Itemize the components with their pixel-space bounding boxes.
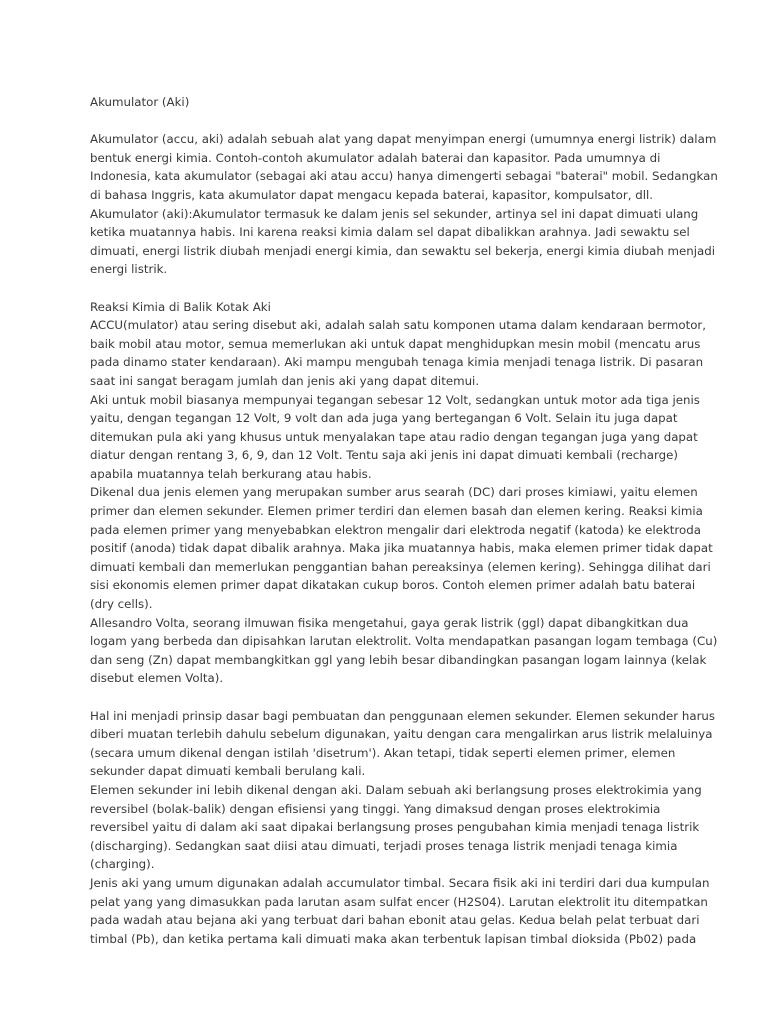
text-line: primer dan elemen sekunder. Elemen primer terdiri dan elemen basah dan elemen kering. Reaksi kimia — [90, 504, 703, 519]
text-line: reversibel (bolak-balik) dengan efisiensi yang tinggi. Yang dimaksud dengan proses elektrokimia — [90, 801, 661, 816]
text-line: pada wadah atau bejana aki yang terbuat dari bahan ebonit atau gelas. Kedua belah pelat terbuat dari — [90, 913, 700, 928]
text-line: energi listrik. — [90, 262, 168, 277]
text-line: bentuk energi kimia. Contoh-contoh akumulator adalah baterai dan kapasitor. Pada umumnya di — [90, 150, 661, 165]
text-line: positif (anoda) tidak dapat dibalik arahnya. Maka jika muatannya habis, maka elemen primer tidak dapat — [90, 541, 713, 556]
text-line: logam yang berbeda dan dipisahkan larutan elektrolit. Volta mendapatkan pasangan logam tembaga (Cu) — [90, 634, 718, 649]
text-line: diatur dengan rentang 3, 6, 9, dan 12 Volt. Tentu saja aki jenis ini dapat dimuati kembali (recharge) — [90, 448, 678, 463]
text-line: Aki untuk mobil biasanya mempunyai tegangan sebesar 12 Volt, sedangkan untuk motor ada tiga jenis — [90, 392, 700, 407]
text-line: ACCU(mulator) atau sering disebut aki, adalah salah satu komponen utama dalam kendaraan bermotor, — [90, 318, 707, 333]
section-heading: Reaksi Kimia di Balik Kotak Aki — [90, 299, 271, 314]
text-line: pelat yang yang dimasukkan pada larutan asam sulfat encer (H2S04). Larutan elektrolit itu ditempatkan — [90, 894, 708, 909]
blank-line — [90, 688, 710, 707]
text-line: Indonesia, kata akumulator (sebagai aki atau accu) hanya dimengerti sebagai "baterai" mobil. Sedangkan — [90, 169, 718, 184]
text-line: dimuati kembali dan memerlukan penggantian bahan pereaksinya (elemen kering). Sehingga dilihat dari — [90, 559, 711, 574]
text-line: (secara umum dikenal dengan istilah 'disetrum'). Akan tetapi, tidak seperti elemen primer, elemen — [90, 745, 676, 760]
text-line: disebut elemen Volta). — [90, 671, 224, 686]
paragraph-reaksi-kimia — [90, 298, 718, 688]
document-title: Akumulator (Aki) — [90, 95, 190, 109]
text-line: diberi muatan terlebih dahulu sebelum digunakan, yaitu dengan cara mengalirkan arus listrik melaluinya — [90, 727, 713, 742]
text-line: reversibel yaitu di dalam aki saat dipakai berlangsung proses pengubahan kimia menjadi tenaga listrik — [90, 820, 700, 835]
text-line: apabila muatannya telah berkurang atau habis. — [90, 466, 372, 481]
text-line: timbal (Pb), dan ketika pertama kali dimuati maka akan terbentuk lapisan timbal dioksida (Pb02) pada — [90, 931, 697, 946]
text-line: Hal ini menjadi prinsip dasar bagi pembuatan dan penggunaan elemen sekunder. Elemen sekunder harus — [90, 708, 716, 723]
text-line: Jenis aki yang umum digunakan adalah accumulator timbal. Secara fisik aki ini terdiri dari dua kumpulan — [90, 875, 710, 890]
text-line: sisi ekonomis elemen primer dapat dikatakan cukup boros. Contoh elemen primer adalah batu baterai — [90, 578, 696, 593]
text-line: Akumulator (accu, aki) adalah sebuah alat yang dapat menyimpan energi (umumnya energi listrik) dalam — [90, 132, 717, 147]
text-line: Allesandro Volta, seorang ilmuwan fisika mengetahui, gaya gerak listrik (ggl) dapat dibangkitkan dua — [90, 615, 689, 630]
paragraph-elemen-sekunder — [90, 707, 716, 949]
document-body — [90, 93, 718, 948]
text-line: pada dinamo stater kendaraan). Aki mampu mengubah tenaga kimia menjadi tenaga listrik. Di pasaran — [90, 355, 704, 370]
blank-line — [90, 279, 710, 298]
blank-line — [90, 112, 710, 131]
text-line: (charging). — [90, 857, 155, 872]
text-line: sekunder dapat dimuati kembali berulang kali. — [90, 764, 366, 779]
text-line: Elemen sekunder ini lebih dikenal dengan aki. Dalam sebuah aki berlangsung proses elektrokimia yang — [90, 782, 702, 797]
text-line: Dikenal dua jenis elemen yang merupakan sumber arus searah (DC) dari proses kimiawi, yaitu elemen — [90, 485, 698, 500]
text-line: yaitu, dengan tegangan 12 Volt, 9 volt dan ada juga yang bertegangan 6 Volt. Selain itu juga dapat — [90, 411, 678, 426]
text-line: Akumulator (aki):Akumulator termasuk ke dalam jenis sel sekunder, artinya sel ini dapat dimuati ulang — [90, 206, 699, 221]
text-line: di bahasa Inggris, kata akumulator dapat mengacu kepada baterai, kapasitor, kompulsator, dll. — [90, 187, 654, 202]
text-line: dimuati, energi listrik diubah menjadi energi kimia, dan sewaktu sel bekerja, energi kimia diubah menjadi — [90, 243, 716, 258]
text-line: pada elemen primer yang menyebabkan elektron mengalir dari elektroda negatif (katoda) ke elektroda — [90, 522, 701, 537]
text-line: ditemukan pula aki yang khusus untuk menyalakan tape atau radio dengan tegangan juga yang dapat — [90, 429, 698, 444]
text-line: saat ini sangat beragam jumlah dan jenis aki yang dapat ditemui. — [90, 373, 480, 388]
text-line: baik mobil atau motor, semua memerlukan aki untuk dapat menghidupkan mesin mobil (mencatu arus — [90, 336, 701, 351]
paragraph-akumulator-definition — [90, 130, 718, 279]
text-line: (discharging). Sedangkan saat diisi atau dimuati, terjadi proses tenaga listrik menjadi tenaga kimia — [90, 838, 678, 853]
text-line: (dry cells). — [90, 597, 153, 612]
text-line: ketika muatannya habis. Ini karena reaksi kimia dalam sel dapat dibalikkan arahnya. Jadi sewaktu sel — [90, 225, 690, 240]
text-line: dan seng (Zn) dapat membangkitkan ggl yang lebih besar dibandingkan pasangan logam lainnya (kelak — [90, 652, 707, 667]
